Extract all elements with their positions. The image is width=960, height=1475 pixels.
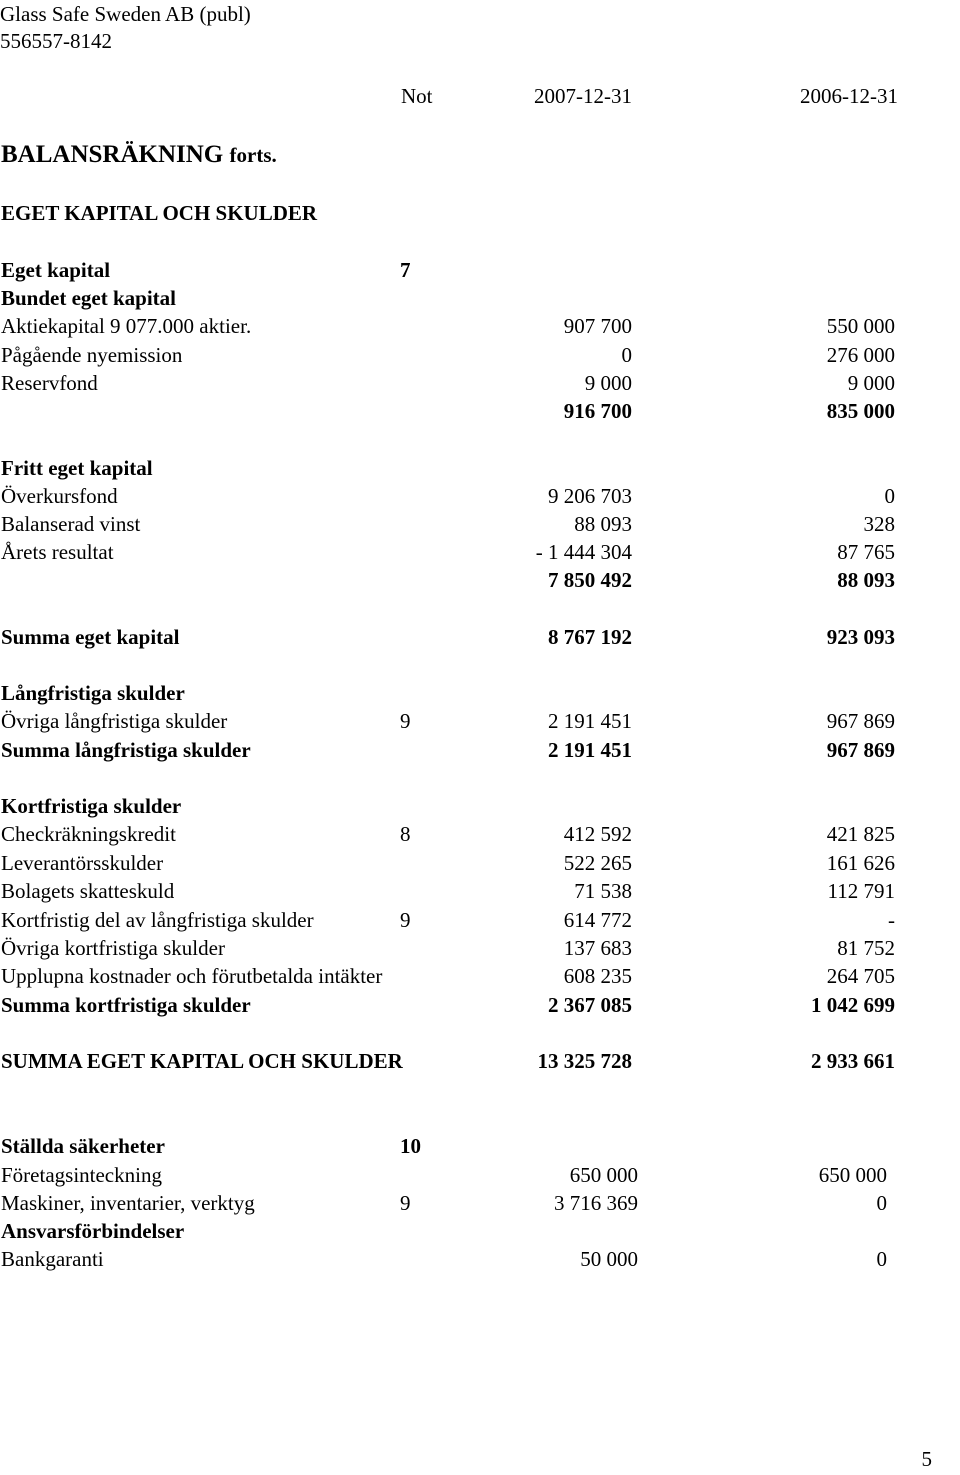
balance-row xyxy=(0,312,960,340)
row-label: Överkursfond xyxy=(1,484,118,508)
row-label: Summa långfristiga skulder xyxy=(1,738,251,762)
row-label: Balanserad vinst xyxy=(1,512,141,536)
row-value-2007: 9 000 xyxy=(584,371,632,395)
balance-row xyxy=(0,566,960,594)
row-label: Upplupna kostnader och förutbetalda intäkter xyxy=(1,964,383,988)
col2-date-header: 2006-12-31 xyxy=(800,84,898,108)
row-label: Fritt eget kapital xyxy=(1,456,153,480)
balance-row xyxy=(0,538,960,566)
row-value-2007: 907 700 xyxy=(563,314,632,338)
row-value-2006: 264 705 xyxy=(826,964,895,988)
row-value-2007: 137 683 xyxy=(563,936,632,960)
row-note: 8 xyxy=(400,822,411,846)
balance-row xyxy=(0,792,960,820)
section-heading xyxy=(0,199,960,227)
row-note: 10 xyxy=(400,1134,421,1158)
row-value-2007: 0 xyxy=(621,343,632,367)
row-value-2006: 923 093 xyxy=(826,625,895,649)
row-label: Långfristiga skulder xyxy=(1,681,185,705)
row-value-2007: 13 325 728 xyxy=(537,1049,632,1073)
row-value-2007: 3 716 369 xyxy=(554,1191,638,1215)
row-value-2007: 71 538 xyxy=(574,879,632,903)
row-label: Aktiekapital 9 077.000 aktier. xyxy=(1,314,252,338)
balance-row xyxy=(0,454,960,482)
balance-row xyxy=(0,877,960,905)
balance-row xyxy=(0,736,960,764)
col1-date-header: 2007-12-31 xyxy=(534,84,632,108)
row-label: Leverantörsskulder xyxy=(1,851,164,875)
balance-row xyxy=(0,256,960,284)
row-label: Övriga långfristiga skulder xyxy=(1,709,228,733)
row-value-2006: 88 093 xyxy=(837,568,895,592)
row-value-2006: 835 000 xyxy=(826,399,895,423)
row-value-2006: 550 000 xyxy=(826,314,895,338)
row-value-2007: 8 767 192 xyxy=(548,625,632,649)
pledge-row xyxy=(0,1189,960,1217)
row-value-2006: 328 xyxy=(863,512,895,536)
row-label: Checkräkningskredit xyxy=(1,822,176,846)
row-value-2006: 0 xyxy=(884,484,895,508)
row-value-2006: 276 000 xyxy=(826,343,895,367)
page-title-suffix: forts. xyxy=(229,143,277,167)
row-value-2007: 412 592 xyxy=(563,822,632,846)
row-value-2006: 2 933 661 xyxy=(811,1049,895,1073)
row-value-2006: 81 752 xyxy=(837,936,895,960)
pledge-row xyxy=(0,1217,960,1245)
row-value-2007: 614 772 xyxy=(563,908,632,932)
balance-row xyxy=(0,341,960,369)
balance-row xyxy=(0,1047,960,1075)
row-value-2006: 421 825 xyxy=(826,822,895,846)
row-label: Summa eget kapital xyxy=(1,625,180,649)
row-label: Företagsinteckning xyxy=(1,1163,162,1187)
balance-row xyxy=(0,991,960,1019)
row-label: Summa kortfristiga skulder xyxy=(1,993,251,1017)
section-heading-label: EGET KAPITAL OCH SKULDER xyxy=(1,201,318,225)
row-value-2006: 161 626 xyxy=(826,851,895,875)
row-value-2007: 650 000 xyxy=(569,1163,638,1187)
row-value-2007: - 1 444 304 xyxy=(535,540,632,564)
row-value-2006: 87 765 xyxy=(837,540,895,564)
page-title xyxy=(1,140,277,170)
pledge-row xyxy=(0,1245,960,1273)
org-number: 556557-8142 xyxy=(0,29,112,53)
row-value-2006: 1 042 699 xyxy=(811,993,895,1017)
row-value-2006: 650 000 xyxy=(818,1163,887,1187)
row-value-2006: 0 xyxy=(876,1247,887,1271)
balance-row xyxy=(0,707,960,735)
row-label: Bankgaranti xyxy=(1,1247,104,1271)
row-label: Bolagets skatteskuld xyxy=(1,879,175,903)
page-title-main: BALANSRÄKNING xyxy=(1,141,224,168)
row-note: 7 xyxy=(400,258,411,282)
row-value-2006: - xyxy=(888,908,895,932)
balance-row xyxy=(0,397,960,425)
row-value-2007: 2 367 085 xyxy=(548,993,632,1017)
row-label: Pågående nyemission xyxy=(1,343,183,367)
row-value-2007: 2 191 451 xyxy=(548,709,632,733)
balance-row xyxy=(0,962,960,990)
row-note: 9 xyxy=(400,908,411,932)
row-label: Årets resultat xyxy=(1,540,114,564)
balance-row xyxy=(0,482,960,510)
row-label: Ställda säkerheter xyxy=(1,1134,165,1158)
row-note: 9 xyxy=(400,709,411,733)
balance-row xyxy=(0,679,960,707)
row-label: SUMMA EGET KAPITAL OCH SKULDER xyxy=(1,1049,403,1073)
balance-row xyxy=(0,284,960,312)
row-label: Övriga kortfristiga skulder xyxy=(1,936,225,960)
balance-row xyxy=(0,510,960,538)
balance-row xyxy=(0,906,960,934)
row-label: Kortfristiga skulder xyxy=(1,794,182,818)
pledge-row xyxy=(0,1161,960,1189)
row-value-2007: 88 093 xyxy=(574,512,632,536)
balance-row xyxy=(0,849,960,877)
row-label: Reservfond xyxy=(1,371,98,395)
row-value-2007: 916 700 xyxy=(563,399,632,423)
balance-row xyxy=(0,820,960,848)
row-value-2007: 608 235 xyxy=(563,964,632,988)
company-name: Glass Safe Sweden AB (publ) xyxy=(0,2,251,26)
row-value-2006: 0 xyxy=(876,1191,887,1215)
row-value-2007: 50 000 xyxy=(580,1247,638,1271)
note-column-header: Not xyxy=(401,84,433,108)
balance-row xyxy=(0,623,960,651)
balance-row xyxy=(0,369,960,397)
row-label: Ansvarsförbindelser xyxy=(1,1219,185,1243)
pledge-row xyxy=(0,1132,960,1160)
row-label: Maskiner, inventarier, verktyg xyxy=(1,1191,255,1215)
row-label: Eget kapital xyxy=(1,258,111,282)
row-value-2007: 9 206 703 xyxy=(548,484,632,508)
row-value-2006: 9 000 xyxy=(847,371,895,395)
row-value-2006: 967 869 xyxy=(826,709,895,733)
row-value-2007: 522 265 xyxy=(563,851,632,875)
row-value-2006: 112 791 xyxy=(827,879,895,903)
row-note: 9 xyxy=(400,1191,411,1215)
row-label: Kortfristig del av långfristiga skulder xyxy=(1,908,314,932)
row-value-2006: 967 869 xyxy=(826,738,895,762)
row-label: Bundet eget kapital xyxy=(1,286,177,310)
page-number: 5 xyxy=(921,1447,932,1471)
balance-row xyxy=(0,934,960,962)
row-value-2007: 7 850 492 xyxy=(548,568,632,592)
row-value-2007: 2 191 451 xyxy=(548,738,632,762)
